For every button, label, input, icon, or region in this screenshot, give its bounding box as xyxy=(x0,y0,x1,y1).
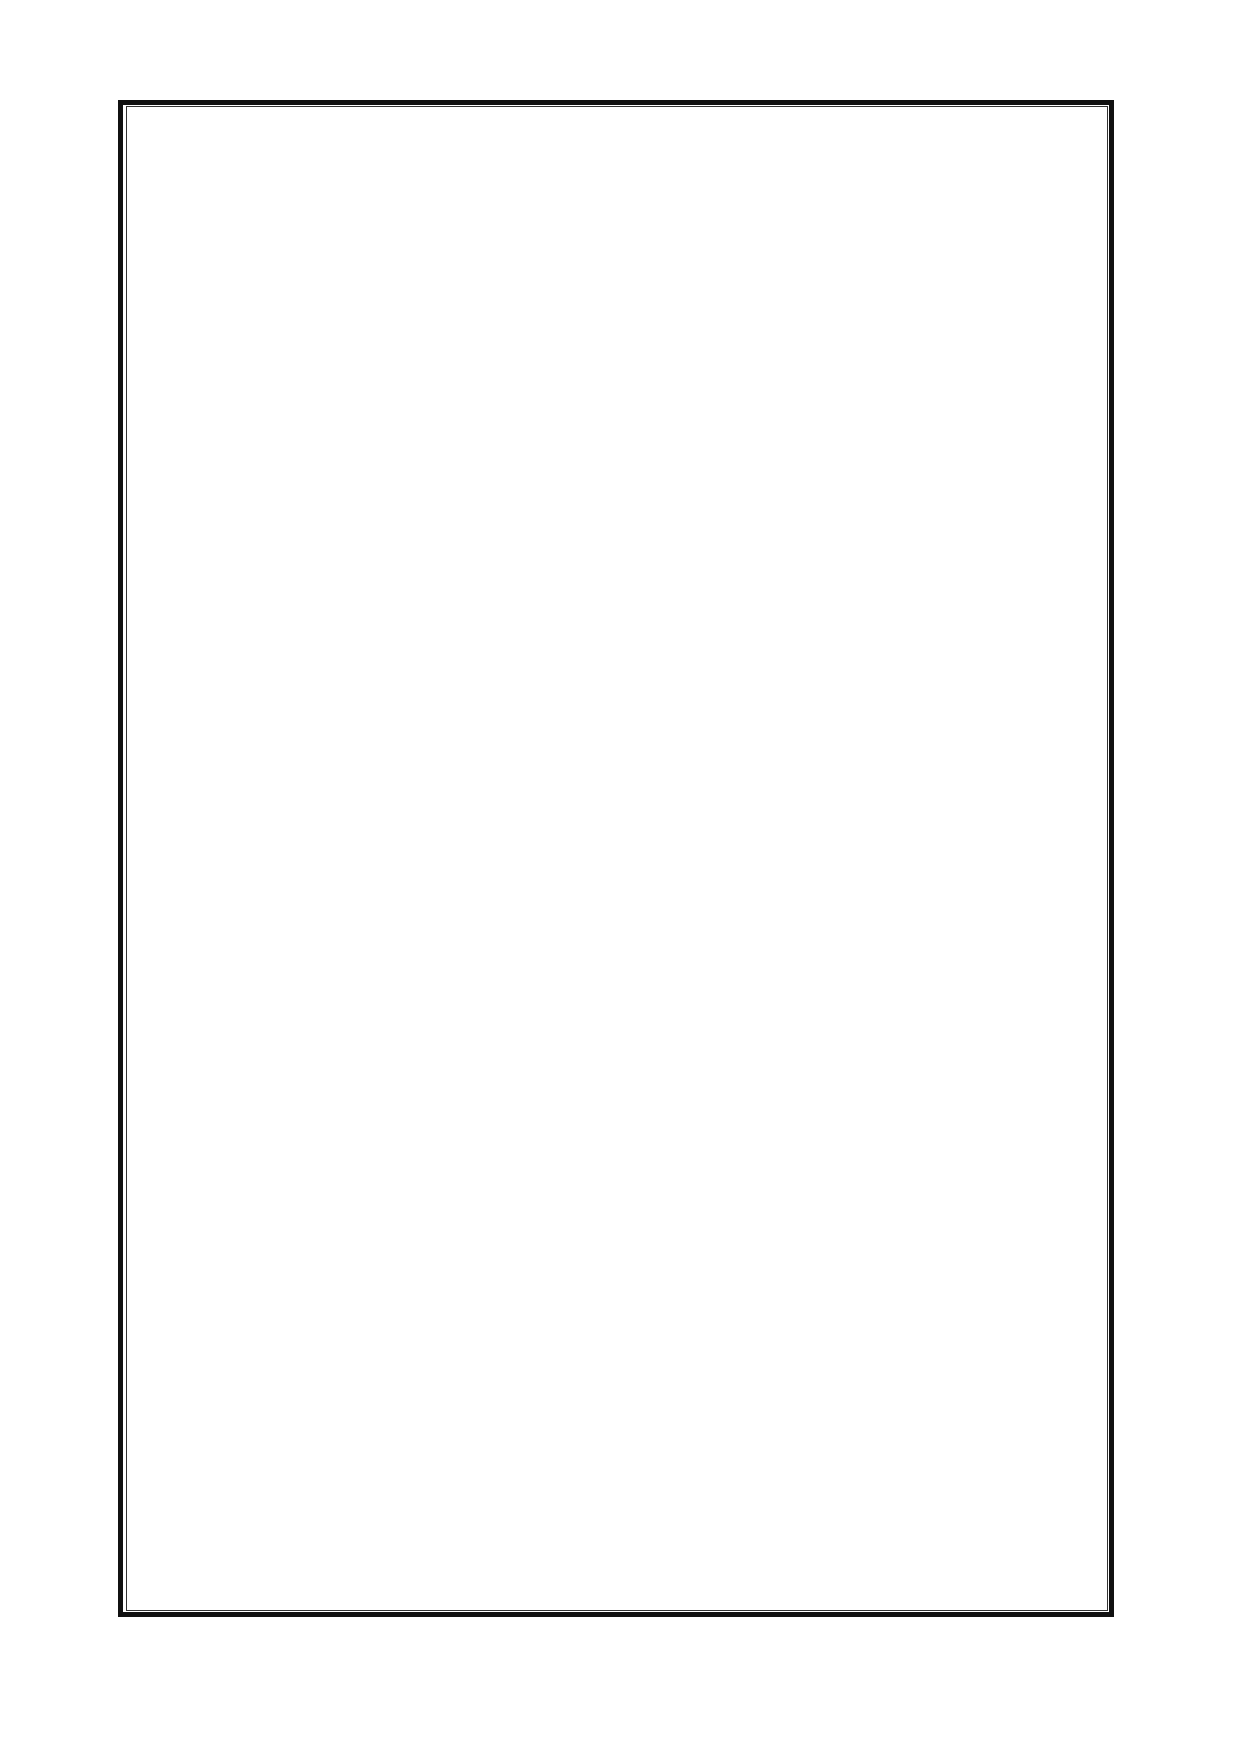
upper-register xyxy=(135,112,1095,852)
lower-register xyxy=(135,862,1095,1602)
